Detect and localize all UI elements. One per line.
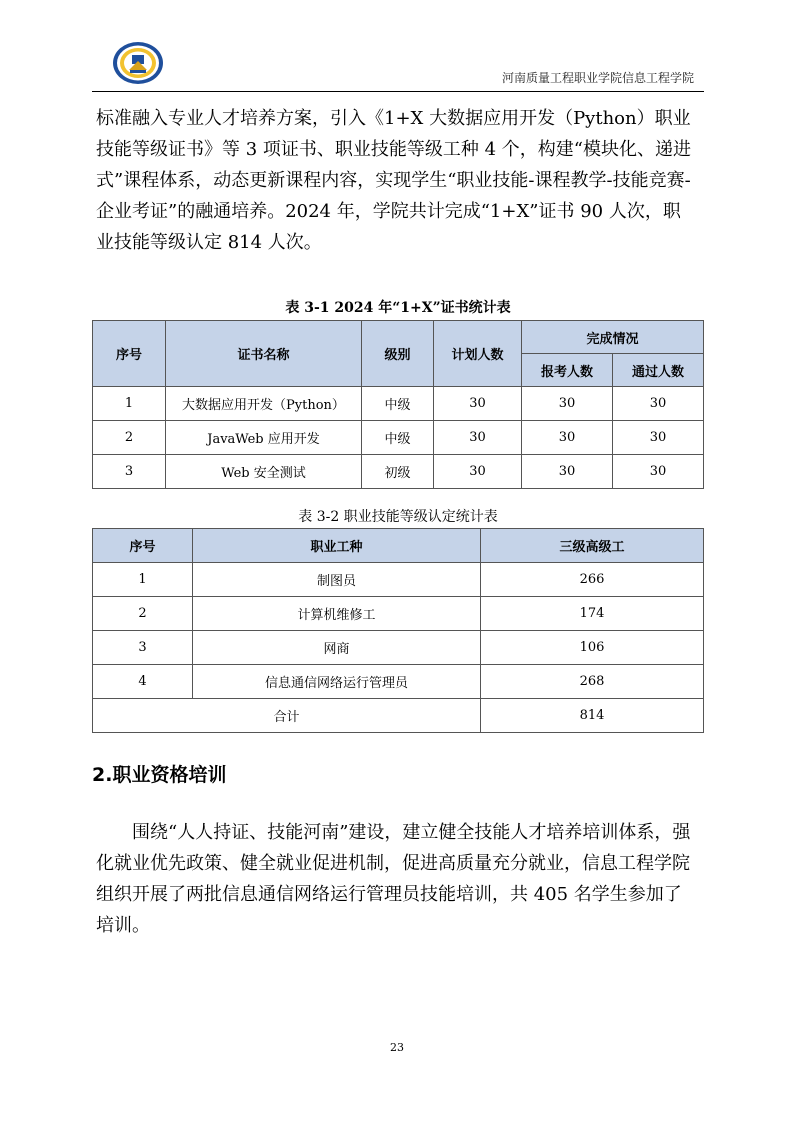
table1-caption: 表 3-1 2024 年“1+X”证书统计表 [285,300,511,316]
header-title: 河南质量工程职业学院信息工程学院 [501,71,694,85]
cell-job: 信息通信网络运行管理员 [193,665,481,699]
cell-planned: 30 [434,421,522,455]
skill-certification-table [92,528,704,733]
col-header-registered: 报考人数 [522,354,613,387]
cell-senior: 266 [481,563,704,597]
certificate-table [92,320,704,489]
col-header-level: 级别 [362,321,434,387]
cell-total-label: 合计 [93,699,481,733]
cell-cert-name: JavaWeb 应用开发 [166,421,362,455]
table-row [93,387,704,421]
cell-senior: 268 [481,665,704,699]
col-header-completion: 完成情况 [522,321,704,354]
section-heading: 2.职业资格培训 [92,764,227,786]
cell-passed: 30 [613,455,704,489]
cell-seq: 2 [93,597,193,631]
cell-registered: 30 [522,421,613,455]
cell-senior: 106 [481,631,704,665]
cell-level: 中级 [362,387,434,421]
cell-job: 制图员 [193,563,481,597]
cell-senior: 174 [481,597,704,631]
cell-seq: 3 [93,455,166,489]
table-row [93,665,704,699]
table-row [93,631,704,665]
cell-cert-name: 大数据应用开发（Python） [166,387,362,421]
col-header-senior: 三级高级工 [481,529,704,563]
cell-registered: 30 [522,455,613,489]
cell-total-senior: 814 [481,699,704,733]
page-header [92,38,704,92]
cell-planned: 30 [434,455,522,489]
table-total-row [93,699,704,733]
cell-planned: 30 [434,387,522,421]
cell-seq: 2 [93,421,166,455]
col-header-seq: 序号 [93,321,166,387]
col-header-cert-name: 证书名称 [166,321,362,387]
page-number: 23 [390,1041,404,1054]
table-row [93,563,704,597]
table-row [93,421,704,455]
header-rule [92,91,704,92]
cell-level: 初级 [362,455,434,489]
cell-level: 中级 [362,421,434,455]
paragraph-intro: 标准融入专业人才培养方案，引入《1+X 大数据应用开发（Python）职业技能等级证书》等 3 项证书、职业技能等级工种 4 个，构建“模块化、递进式”课程体系，动态更新课程内容，实现学生“职业技能-课程教学-技能竞赛-企业考证”的融通培养。2024 年，学院共计完成“1+X”证书 90 人次，职业技能等级认定 814 人次。 [96,108,691,253]
cell-registered: 30 [522,387,613,421]
col-header-seq: 序号 [93,529,193,563]
cell-job: 计算机维修工 [193,597,481,631]
cell-seq: 1 [93,387,166,421]
col-header-passed: 通过人数 [613,354,704,387]
table2-caption: 表 3-2 职业技能等级认定统计表 [298,509,498,525]
cell-cert-name: Web 安全测试 [166,455,362,489]
cell-passed: 30 [613,387,704,421]
school-emblem-icon [112,41,164,85]
cell-seq: 1 [93,563,193,597]
cell-seq: 4 [93,665,193,699]
col-header-job: 职业工种 [193,529,481,563]
col-header-planned: 计划人数 [434,321,522,387]
table-row [93,455,704,489]
cell-seq: 3 [93,631,193,665]
table-row [93,597,704,631]
cell-passed: 30 [613,421,704,455]
paragraph-training: 围绕“人人持证、技能河南”建设，建立健全技能人才培养培训体系，强化就业优先政策、健全就业促进机制，促进高质量充分就业，信息工程学院组织开展了两批信息通信网络运行管理员技能培训，共 405 名学生参加了培训。 [96,822,691,936]
cell-job: 网商 [193,631,481,665]
